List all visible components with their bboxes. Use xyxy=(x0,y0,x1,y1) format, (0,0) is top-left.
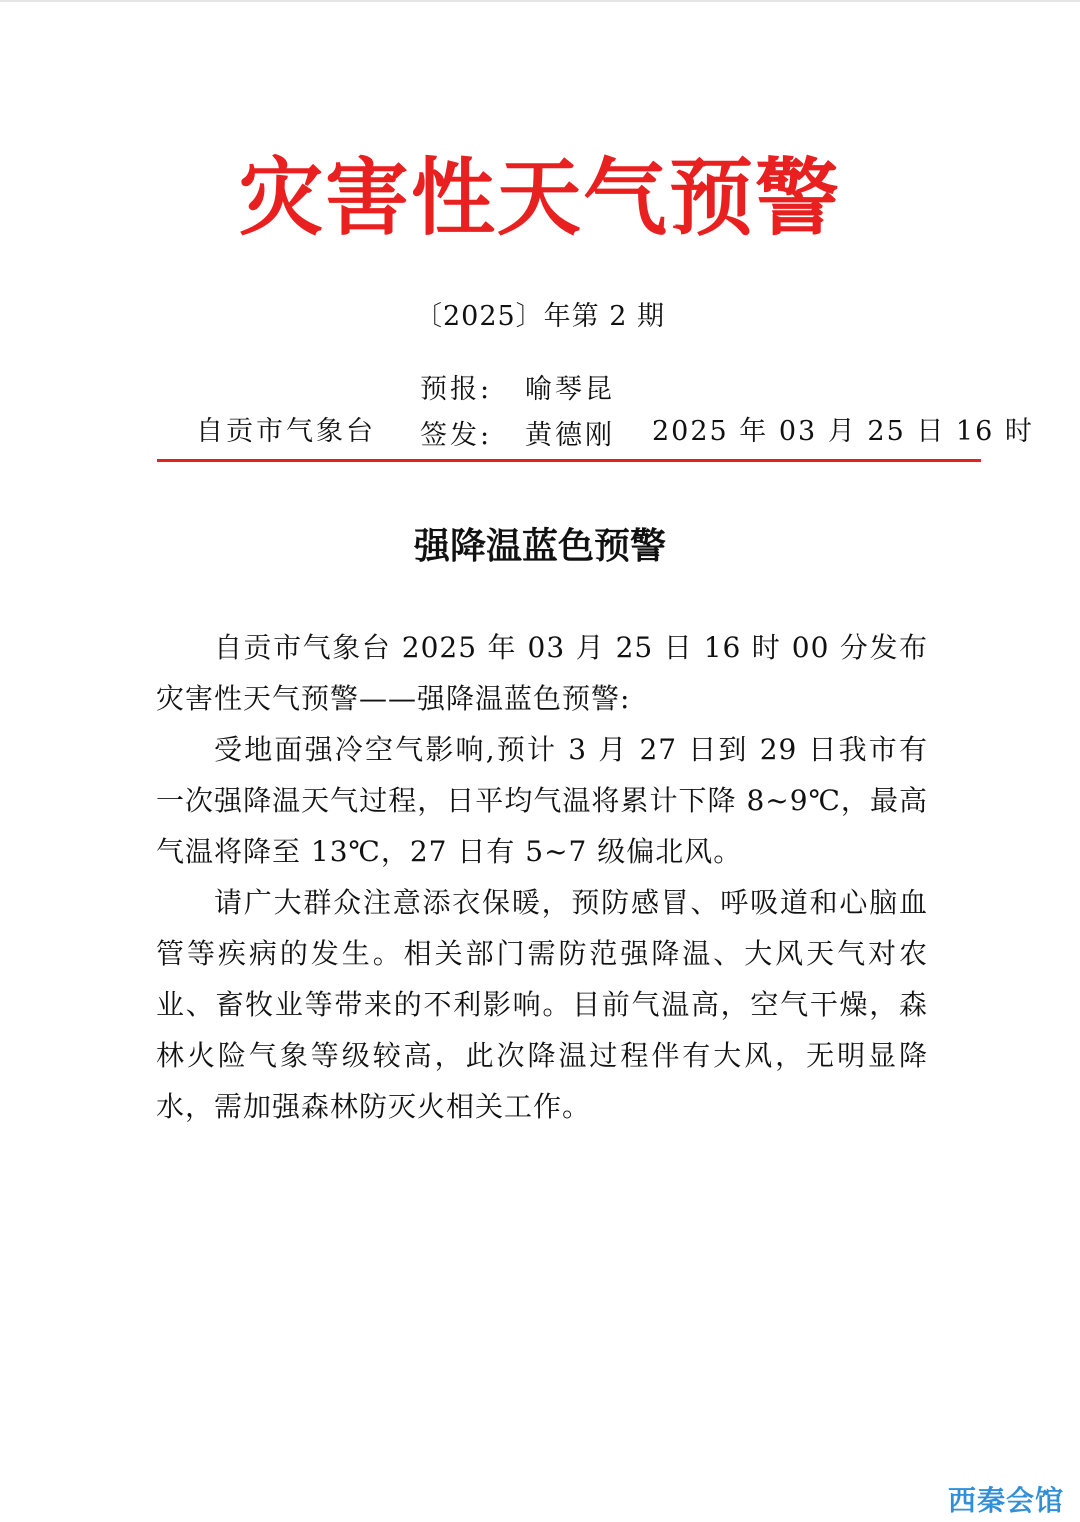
top-divider xyxy=(0,0,1080,2)
body-paragraph: 请广大群众注意添衣保暖，预防感冒、呼吸道和心脑血管等疾病的发生。相关部门需防范强降温、大风天气对农业、畜牧业等带来的不利影响。目前气温高，空气干燥，森林火险气象等级较高，此次降温过程伴有大风，无明显降水，需加强森林防灭火相关工作。 xyxy=(156,886,928,1123)
watermark-logo: 西秦会馆 xyxy=(948,1484,1065,1517)
document-title: 强降温蓝色预警 xyxy=(413,525,666,567)
issue-number: 〔2025〕年第 2 期 xyxy=(414,301,666,332)
sign-label: 签发: xyxy=(420,420,493,451)
forecaster-name: 喻琴昆 xyxy=(525,374,615,405)
document-body xyxy=(156,622,928,1132)
body-paragraph: 受地面强冷空气影响,预计 3 月 27 日到 29 日我市有一次强降温天气过程，日平均气温将累计下降 8~9℃，最高气温将降至 13℃，27 日有 5~7 级偏北风。 xyxy=(156,733,928,868)
masthead-title: 灾害性天气预警 xyxy=(238,148,841,247)
red-divider xyxy=(157,459,981,462)
forecast-label: 预报: xyxy=(420,374,493,405)
issue-datetime: 2025 年 03 月 25 日 16 时 xyxy=(652,416,1034,447)
signer-name: 黄德刚 xyxy=(525,420,615,451)
body-paragraph: 自贡市气象台 2025 年 03 月 25 日 16 时 00 分发布灾害性天气预警——强降温蓝色预警: xyxy=(156,631,928,715)
issuer-org: 自贡市气象台 xyxy=(196,416,376,447)
